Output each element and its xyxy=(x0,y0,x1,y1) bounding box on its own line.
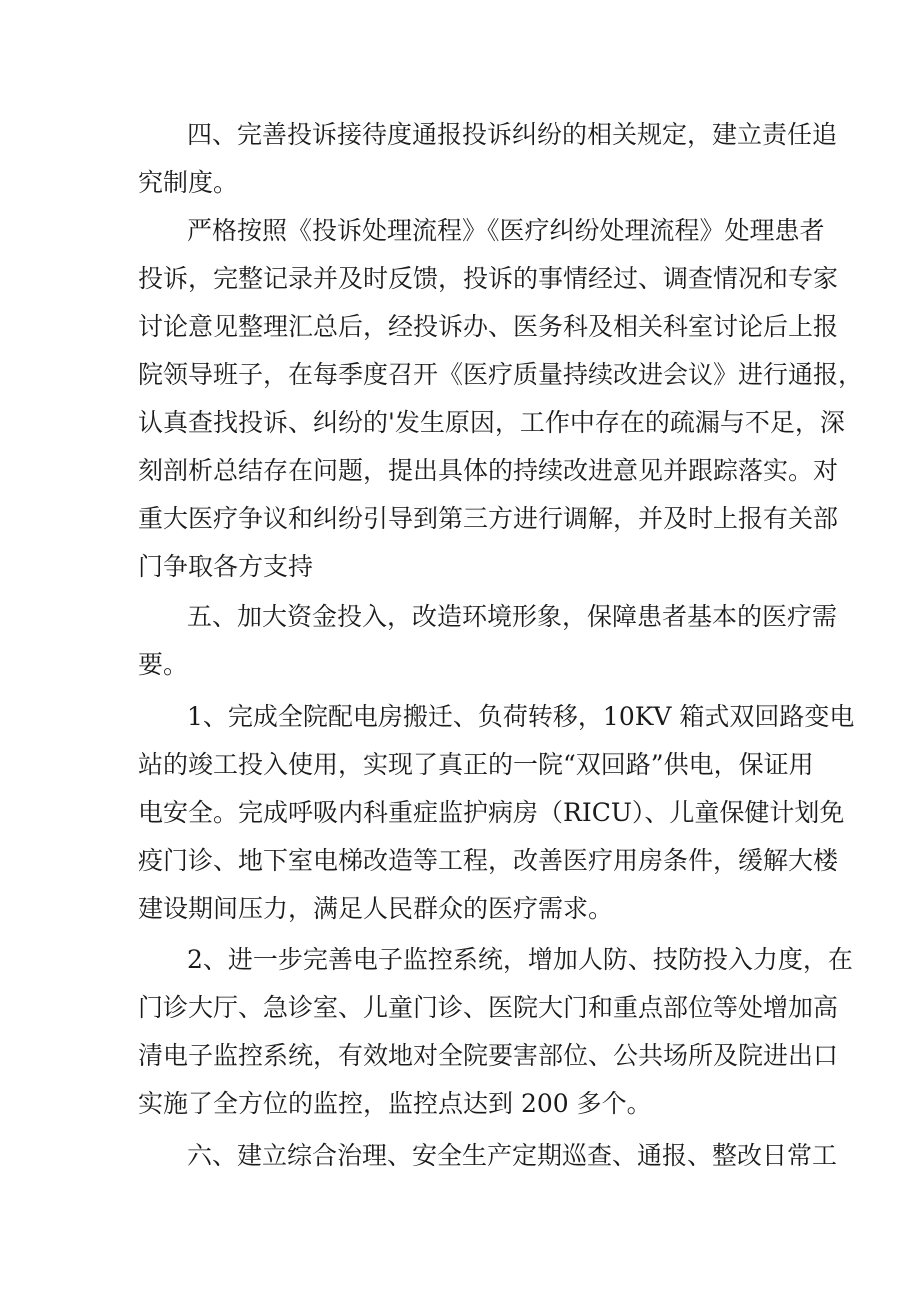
text-line: 认真查找投诉、纠纷的'发生原因，工作中存在的疏漏与不足，深 xyxy=(138,408,845,437)
text-line: 疫门诊、地下室电梯改造等工程，改善医疗用房条件，缓解大楼 xyxy=(138,846,839,875)
text-line: 四、完善投诉接待度通报投诉纠纷的相关规定，建立责任追 xyxy=(187,120,838,149)
text-line: 实施了全方位的监控，监控点达到 200 多个。 xyxy=(138,1089,652,1118)
text-line: 1、完成全院配电房搬迁、负荷转移，10KV 箱式双回路变电 xyxy=(187,702,855,731)
text-line: 投诉，完整记录并及时反馈，投诉的事情经过、调查情况和专家 xyxy=(138,264,839,293)
text-line: 院领导班子，在每季度召开《医疗质量持续改进会议》进行通报， xyxy=(138,360,864,389)
text-line: 电安全。完成呼吸内科重症监护病房（RICU）、儿童保健计划免 xyxy=(138,798,845,827)
text-line: 站的竣工投入使用，实现了真正的一院“双回路”供电，保证用 xyxy=(138,750,814,779)
text-line: 2、进一步完善电子监控系统，增加人防、技防投入力度，在 xyxy=(187,945,853,974)
text-line: 刻剖析总结存在问题，提出具体的持续改进意见并跟踪落实。对 xyxy=(138,456,839,485)
text-line: 建设期间压力，满足人民群众的医疗需求。 xyxy=(138,894,614,923)
text-line: 门诊大厅、急诊室、儿童门诊、医院大门和重点部位等处增加高 xyxy=(138,993,839,1022)
text-line: 清电子监控系统，有效地对全院要害部位、公共场所及院进出口 xyxy=(138,1041,839,1070)
text-line: 门争取各方支持 xyxy=(138,552,314,581)
text-line: 六、建立综合治理、安全生产定期巡查、通报、整改日常工 xyxy=(187,1141,838,1170)
text-line: 讨论意见整理汇总后，经投诉办、医务科及相关科室讨论后上报 xyxy=(138,312,839,341)
text-line: 严格按照《投诉处理流程》《医疗纠纷处理流程》处理患者 xyxy=(187,216,825,245)
text-line: 要。 xyxy=(138,650,189,679)
text-line: 重大医疗争议和纠纷引导到第三方进行调解，并及时上报有关部 xyxy=(138,504,839,533)
text-line: 究制度。 xyxy=(138,168,239,197)
text-line: 五、加大资金投入，改造环境形象，保障患者基本的医疗需 xyxy=(187,602,838,631)
